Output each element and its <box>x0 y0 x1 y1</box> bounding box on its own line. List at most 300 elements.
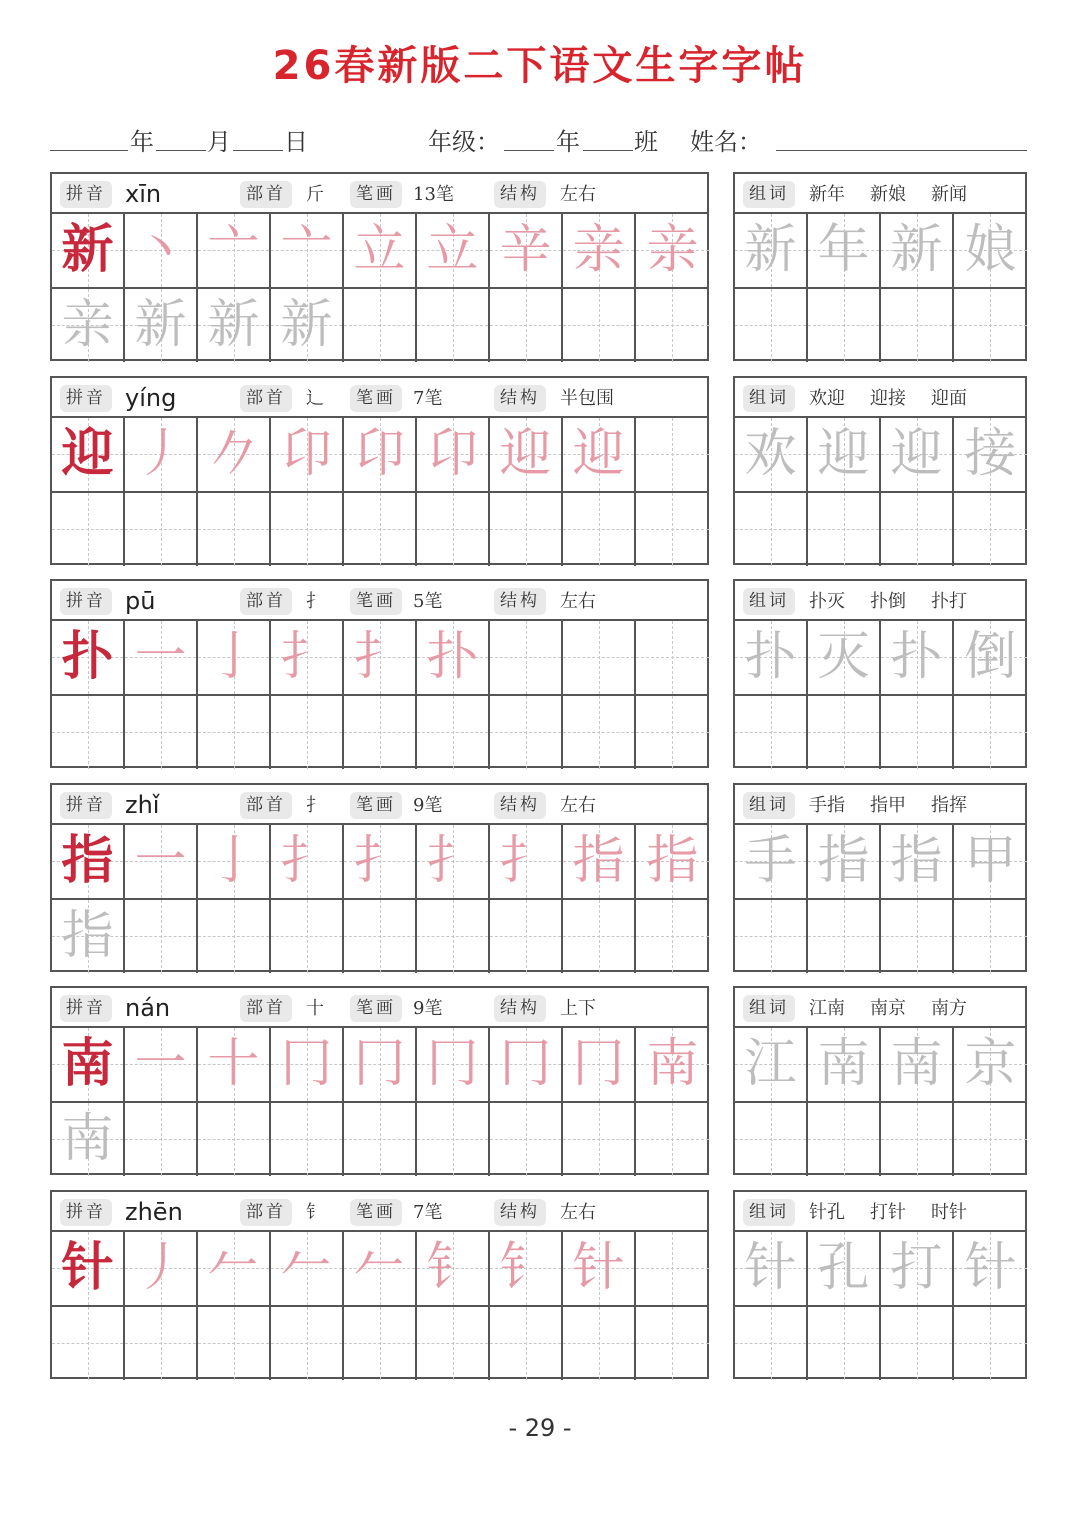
word-practice-cell[interactable] <box>808 1232 881 1305</box>
word-value: 欢迎 <box>809 388 845 409</box>
word-practice-cell[interactable] <box>735 1103 808 1176</box>
guide-line-v <box>234 696 235 769</box>
practice-cell[interactable] <box>198 1307 271 1380</box>
guide-line-v <box>990 696 991 769</box>
pinyin-value: pū <box>125 587 156 615</box>
guide-line-v <box>672 1307 673 1380</box>
word-practice-cell[interactable] <box>735 696 808 769</box>
practice-cell[interactable] <box>125 1103 198 1176</box>
pinyin-value: nán <box>125 994 171 1022</box>
practice-cell[interactable] <box>563 1232 636 1305</box>
word-practice-cell[interactable] <box>954 900 1027 973</box>
word-practice-cell[interactable] <box>881 214 954 287</box>
practice-cell[interactable] <box>271 1232 344 1305</box>
radical-tag: 部首 <box>240 792 292 819</box>
word-practice-cell[interactable] <box>808 418 881 491</box>
practice-cell[interactable] <box>490 418 563 491</box>
word-practice-cell[interactable] <box>735 900 808 973</box>
word-trace-character: 迎 <box>817 424 870 484</box>
word-practice-cell[interactable] <box>735 621 808 694</box>
day-blank[interactable] <box>233 150 283 151</box>
guide-line-v <box>88 493 89 566</box>
practice-cell[interactable] <box>198 289 271 362</box>
stroke-step-character: 一 <box>134 831 187 891</box>
word-value: 南京 <box>870 998 906 1019</box>
practice-cell[interactable] <box>271 825 344 898</box>
stroke-step-character: 针 <box>572 1238 625 1298</box>
practice-cell[interactable] <box>563 900 636 973</box>
radical-tag: 部首 <box>240 385 292 412</box>
guide-line-v <box>599 900 600 973</box>
pinyin-tag: 拼音 <box>60 995 112 1022</box>
practice-cell[interactable] <box>563 214 636 287</box>
stroke-step-character: 扌 <box>499 831 552 891</box>
practice-cell[interactable] <box>490 696 563 769</box>
practice-cell[interactable] <box>52 1232 125 1305</box>
stroke-step-character: 丿 <box>134 1238 187 1298</box>
practice-cell[interactable] <box>125 900 198 973</box>
guide-line-v <box>672 621 673 694</box>
stroke-step-character: 丿 <box>134 424 187 484</box>
guide-line-v <box>453 289 454 362</box>
practice-cell[interactable] <box>271 1307 344 1380</box>
structure-value: 左右 <box>560 1202 596 1223</box>
stroke-step-character: 卬 <box>426 424 479 484</box>
structure-tag: 结构 <box>494 995 546 1022</box>
guide-line-v <box>526 493 527 566</box>
stroke-step-character: 迎 <box>499 424 552 484</box>
word-practice-cell[interactable] <box>808 1028 881 1101</box>
word-practice-cell[interactable] <box>881 696 954 769</box>
word-practice-cell[interactable] <box>735 493 808 566</box>
word-value: 指甲 <box>870 795 906 816</box>
word-practice-cell[interactable] <box>808 289 881 362</box>
word-practice-cell[interactable] <box>954 418 1027 491</box>
practice-cell[interactable] <box>490 493 563 566</box>
practice-cell[interactable] <box>52 1103 125 1176</box>
word-trace-character: 打 <box>890 1238 943 1298</box>
guide-line-v <box>672 1232 673 1305</box>
practice-cell[interactable] <box>198 418 271 491</box>
practice-cell[interactable] <box>636 289 709 362</box>
word-practice-cell[interactable] <box>808 493 881 566</box>
guide-line-v <box>234 900 235 973</box>
word-value: 时针 <box>931 1202 967 1223</box>
practice-cell[interactable] <box>271 493 344 566</box>
practice-cell[interactable] <box>52 825 125 898</box>
word-practice-cell[interactable] <box>954 1028 1027 1101</box>
practice-cell[interactable] <box>344 1103 417 1176</box>
word-practice-cell[interactable] <box>881 621 954 694</box>
word-practice-cell[interactable] <box>808 621 881 694</box>
strokes-tag: 笔画 <box>350 792 402 819</box>
word-practice-cell[interactable] <box>954 825 1027 898</box>
character-card <box>50 376 709 565</box>
practice-cell[interactable] <box>417 1307 490 1380</box>
practice-cell[interactable] <box>490 1232 563 1305</box>
stroke-step-character: 𠂉 <box>353 1238 406 1298</box>
word-practice-cell[interactable] <box>808 696 881 769</box>
practice-cell[interactable] <box>636 696 709 769</box>
guide-line-v <box>672 900 673 973</box>
practice-cell[interactable] <box>52 289 125 362</box>
word-practice-cell[interactable] <box>954 1103 1027 1176</box>
practice-cell[interactable] <box>490 621 563 694</box>
practice-cell[interactable] <box>125 621 198 694</box>
word-practice-cell[interactable] <box>954 621 1027 694</box>
radical-tag: 部首 <box>240 181 292 208</box>
guide-line-v <box>990 1103 991 1176</box>
practice-cell[interactable] <box>344 493 417 566</box>
practice-cell[interactable] <box>490 825 563 898</box>
practice-cell[interactable] <box>52 696 125 769</box>
word-value: 扑打 <box>931 591 967 612</box>
stroke-step-character: 指 <box>572 831 625 891</box>
words-grid <box>733 212 1027 361</box>
practice-cell[interactable] <box>198 1028 271 1101</box>
practice-cell[interactable] <box>417 621 490 694</box>
day-label: 日 <box>284 128 308 156</box>
page-title: 26春新版二下语文生字字帖 <box>272 43 808 89</box>
word-practice-cell[interactable] <box>954 214 1027 287</box>
guide-line-v <box>161 696 162 769</box>
trace-character: 南 <box>61 1109 114 1169</box>
practice-row <box>52 1101 707 1176</box>
practice-cell[interactable] <box>417 214 490 287</box>
stroke-step-character: 南 <box>646 1034 699 1094</box>
words-trace-row <box>735 621 1025 694</box>
practice-cell[interactable] <box>198 696 271 769</box>
word-practice-cell[interactable] <box>954 696 1027 769</box>
practice-cell[interactable] <box>636 418 709 491</box>
word-practice-cell[interactable] <box>808 1307 881 1380</box>
practice-cell[interactable] <box>563 696 636 769</box>
words-practice-row <box>735 1101 1025 1176</box>
practice-cell[interactable] <box>344 1028 417 1101</box>
practice-cell[interactable] <box>563 1103 636 1176</box>
stroke-step-character: 辛 <box>499 220 552 280</box>
word-practice-cell[interactable] <box>808 1103 881 1176</box>
guide-line-v <box>844 289 845 362</box>
practice-cell[interactable] <box>198 825 271 898</box>
word-practice-cell[interactable] <box>881 825 954 898</box>
writing-grid <box>50 619 709 768</box>
practice-cell[interactable] <box>125 418 198 491</box>
writing-grid <box>50 212 709 361</box>
practice-cell[interactable] <box>344 1307 417 1380</box>
word-practice-cell[interactable] <box>735 1307 808 1380</box>
guide-line-v <box>234 1307 235 1380</box>
word-value: 指挥 <box>931 795 967 816</box>
word-practice-cell[interactable] <box>881 1028 954 1101</box>
stroke-order-row <box>52 621 707 694</box>
word-practice-cell[interactable] <box>735 418 808 491</box>
guide-line-v <box>771 289 772 362</box>
practice-cell[interactable] <box>417 289 490 362</box>
word-trace-character: 新 <box>744 220 797 280</box>
name-label: 姓名： <box>690 128 762 156</box>
practice-cell[interactable] <box>125 214 198 287</box>
words-grid <box>733 823 1027 972</box>
stroke-step-character: 𠂉 <box>207 1238 260 1298</box>
practice-row <box>52 898 707 973</box>
practice-cell[interactable] <box>125 825 198 898</box>
practice-cell[interactable] <box>344 825 417 898</box>
word-trace-character: 欢 <box>744 424 797 484</box>
words-tag: 组词 <box>743 588 795 615</box>
stroke-step-character: 一 <box>134 627 187 687</box>
practice-cell[interactable] <box>52 214 125 287</box>
guide-line-v <box>380 900 381 973</box>
month-blank[interactable] <box>156 150 206 151</box>
practice-cell[interactable] <box>344 289 417 362</box>
word-practice-cell[interactable] <box>954 289 1027 362</box>
word-practice-cell[interactable] <box>881 1103 954 1176</box>
practice-cell[interactable] <box>198 214 271 287</box>
year-blank[interactable] <box>50 150 128 151</box>
stroke-step-character: 冂 <box>353 1034 406 1094</box>
guide-line-v <box>380 696 381 769</box>
class-blank[interactable] <box>583 150 633 151</box>
practice-cell[interactable] <box>563 418 636 491</box>
practice-cell[interactable] <box>344 621 417 694</box>
words-grid <box>733 416 1027 565</box>
radical-value: 辶 <box>306 388 324 409</box>
practice-cell[interactable] <box>125 1028 198 1101</box>
practice-cell[interactable] <box>52 900 125 973</box>
practice-cell[interactable] <box>52 621 125 694</box>
word-practice-cell[interactable] <box>954 493 1027 566</box>
practice-cell[interactable] <box>636 621 709 694</box>
practice-cell[interactable] <box>271 1028 344 1101</box>
practice-cell[interactable] <box>271 418 344 491</box>
practice-cell[interactable] <box>198 493 271 566</box>
practice-cell[interactable] <box>271 621 344 694</box>
practice-cell[interactable] <box>198 1103 271 1176</box>
guide-line-v <box>380 1307 381 1380</box>
word-trace-character: 扑 <box>890 627 943 687</box>
practice-cell[interactable] <box>52 493 125 566</box>
word-practice-cell[interactable] <box>881 1232 954 1305</box>
words-tag: 组词 <box>743 995 795 1022</box>
guide-line-v <box>917 696 918 769</box>
practice-cell[interactable] <box>490 900 563 973</box>
strokes-value: 7笔 <box>413 1202 443 1223</box>
word-trace-character: 指 <box>817 831 870 891</box>
practice-cell[interactable] <box>198 900 271 973</box>
words-trace-row <box>735 418 1025 491</box>
word-value: 新娘 <box>870 184 906 205</box>
word-trace-character: 迎 <box>890 424 943 484</box>
practice-cell[interactable] <box>636 493 709 566</box>
word-practice-cell[interactable] <box>881 900 954 973</box>
practice-cell[interactable] <box>52 1307 125 1380</box>
practice-cell[interactable] <box>636 1103 709 1176</box>
strokes-value: 7笔 <box>413 388 443 409</box>
strokes-tag: 笔画 <box>350 995 402 1022</box>
words-header <box>733 783 1027 825</box>
practice-cell[interactable] <box>563 493 636 566</box>
practice-cell[interactable] <box>636 1028 709 1101</box>
word-practice-cell[interactable] <box>881 493 954 566</box>
guide-line-v <box>917 289 918 362</box>
word-trace-character: 扑 <box>744 627 797 687</box>
structure-tag: 结构 <box>494 792 546 819</box>
practice-cell[interactable] <box>563 289 636 362</box>
practice-cell[interactable] <box>563 825 636 898</box>
practice-cell[interactable] <box>198 1232 271 1305</box>
guide-line-v <box>234 493 235 566</box>
words-grid <box>733 1230 1027 1379</box>
practice-cell[interactable] <box>271 289 344 362</box>
guide-line-v <box>672 418 673 491</box>
practice-row <box>52 287 707 362</box>
guide-line-v <box>917 1103 918 1176</box>
stroke-step-character: 扌 <box>426 831 479 891</box>
words-header <box>733 579 1027 621</box>
stroke-step-character: 迎 <box>572 424 625 484</box>
practice-cell[interactable] <box>344 418 417 491</box>
word-practice-cell[interactable] <box>735 289 808 362</box>
practice-cell[interactable] <box>417 900 490 973</box>
practice-cell[interactable] <box>636 900 709 973</box>
pinyin-value: xīn <box>125 180 162 208</box>
practice-cell[interactable] <box>417 1232 490 1305</box>
word-practice-cell[interactable] <box>954 1232 1027 1305</box>
guide-line-v <box>771 493 772 566</box>
word-practice-cell[interactable] <box>808 214 881 287</box>
practice-cell[interactable] <box>417 418 490 491</box>
guide-line-v <box>526 289 527 362</box>
practice-cell[interactable] <box>271 696 344 769</box>
practice-cell[interactable] <box>636 1307 709 1380</box>
word-trace-character: 孔 <box>817 1238 870 1298</box>
practice-cell[interactable] <box>125 696 198 769</box>
guide-line-v <box>307 900 308 973</box>
word-value: 打针 <box>870 1202 906 1223</box>
practice-cell[interactable] <box>271 1103 344 1176</box>
practice-cell[interactable] <box>490 289 563 362</box>
word-trace-character: 娘 <box>964 220 1017 280</box>
practice-cell[interactable] <box>344 214 417 287</box>
stroke-order-row <box>52 825 707 898</box>
practice-cell[interactable] <box>271 900 344 973</box>
structure-value: 左右 <box>560 795 596 816</box>
guide-line-v <box>917 900 918 973</box>
words-trace-row <box>735 1028 1025 1101</box>
practice-cell[interactable] <box>417 825 490 898</box>
radical-tag: 部首 <box>240 995 292 1022</box>
words-grid <box>733 1026 1027 1175</box>
practice-cell[interactable] <box>125 493 198 566</box>
word-practice-cell[interactable] <box>808 900 881 973</box>
word-practice-cell[interactable] <box>735 214 808 287</box>
practice-cell[interactable] <box>125 1232 198 1305</box>
practice-cell[interactable] <box>490 1103 563 1176</box>
word-practice-cell[interactable] <box>735 1028 808 1101</box>
practice-cell[interactable] <box>417 1103 490 1176</box>
practice-cell[interactable] <box>636 214 709 287</box>
stroke-step-character: 一 <box>134 1034 187 1094</box>
pinyin-value: zhǐ <box>125 791 160 819</box>
word-trace-character: 针 <box>744 1238 797 1298</box>
guide-line-v <box>844 493 845 566</box>
word-practice-cell[interactable] <box>735 1232 808 1305</box>
stroke-step-character: 冂 <box>426 1034 479 1094</box>
strokes-tag: 笔画 <box>350 385 402 412</box>
practice-cell[interactable] <box>563 1028 636 1101</box>
grade-year-blank[interactable] <box>504 150 554 151</box>
words-grid <box>733 619 1027 768</box>
practice-cell[interactable] <box>563 621 636 694</box>
guide-line-v <box>599 1307 600 1380</box>
stroke-step-character: 扌 <box>280 831 333 891</box>
practice-cell[interactable] <box>52 418 125 491</box>
stroke-step-character: 扌 <box>353 831 406 891</box>
practice-cell[interactable] <box>417 493 490 566</box>
practice-cell[interactable] <box>636 825 709 898</box>
guide-line-v <box>526 621 527 694</box>
words-card <box>733 1190 1027 1379</box>
stroke-step-character: 扌 <box>280 627 333 687</box>
words-trace-row <box>735 1232 1025 1305</box>
character-card <box>50 783 709 972</box>
word-practice-cell[interactable] <box>735 825 808 898</box>
practice-cell[interactable] <box>344 696 417 769</box>
practice-cell[interactable] <box>344 900 417 973</box>
practice-cell[interactable] <box>198 621 271 694</box>
word-practice-cell[interactable] <box>808 825 881 898</box>
words-trace-row <box>735 214 1025 287</box>
radical-value: 十 <box>306 998 324 1019</box>
words-practice-row <box>735 287 1025 362</box>
words-trace-row <box>735 825 1025 898</box>
guide-line-v <box>453 1307 454 1380</box>
stroke-step-character: 扑 <box>426 627 479 687</box>
practice-cell[interactable] <box>125 1307 198 1380</box>
structure-value: 左右 <box>560 591 596 612</box>
stroke-step-character: 立 <box>353 220 406 280</box>
radical-value: 扌 <box>306 795 324 816</box>
practice-cell[interactable] <box>563 1307 636 1380</box>
guide-line-v <box>526 1307 527 1380</box>
character-header <box>50 579 709 621</box>
practice-cell[interactable] <box>490 214 563 287</box>
practice-cell[interactable] <box>417 1028 490 1101</box>
word-practice-cell[interactable] <box>881 418 954 491</box>
name-blank[interactable] <box>776 150 1027 151</box>
words-card <box>733 783 1027 972</box>
practice-cell[interactable] <box>52 1028 125 1101</box>
stroke-step-character: 卬 <box>353 424 406 484</box>
guide-line-v <box>380 1103 381 1176</box>
practice-cell[interactable] <box>125 289 198 362</box>
word-practice-cell[interactable] <box>881 1307 954 1380</box>
practice-cell[interactable] <box>490 1028 563 1101</box>
practice-cell[interactable] <box>417 696 490 769</box>
practice-cell[interactable] <box>636 1232 709 1305</box>
word-practice-cell[interactable] <box>954 1307 1027 1380</box>
radical-value: 扌 <box>306 591 324 612</box>
word-trace-character: 接 <box>964 424 1017 484</box>
strokes-tag: 笔画 <box>350 1199 402 1226</box>
practice-cell[interactable] <box>490 1307 563 1380</box>
practice-cell[interactable] <box>271 214 344 287</box>
word-practice-cell[interactable] <box>881 289 954 362</box>
guide-line-v <box>599 696 600 769</box>
guide-line-v <box>307 1307 308 1380</box>
practice-cell[interactable] <box>344 1232 417 1305</box>
